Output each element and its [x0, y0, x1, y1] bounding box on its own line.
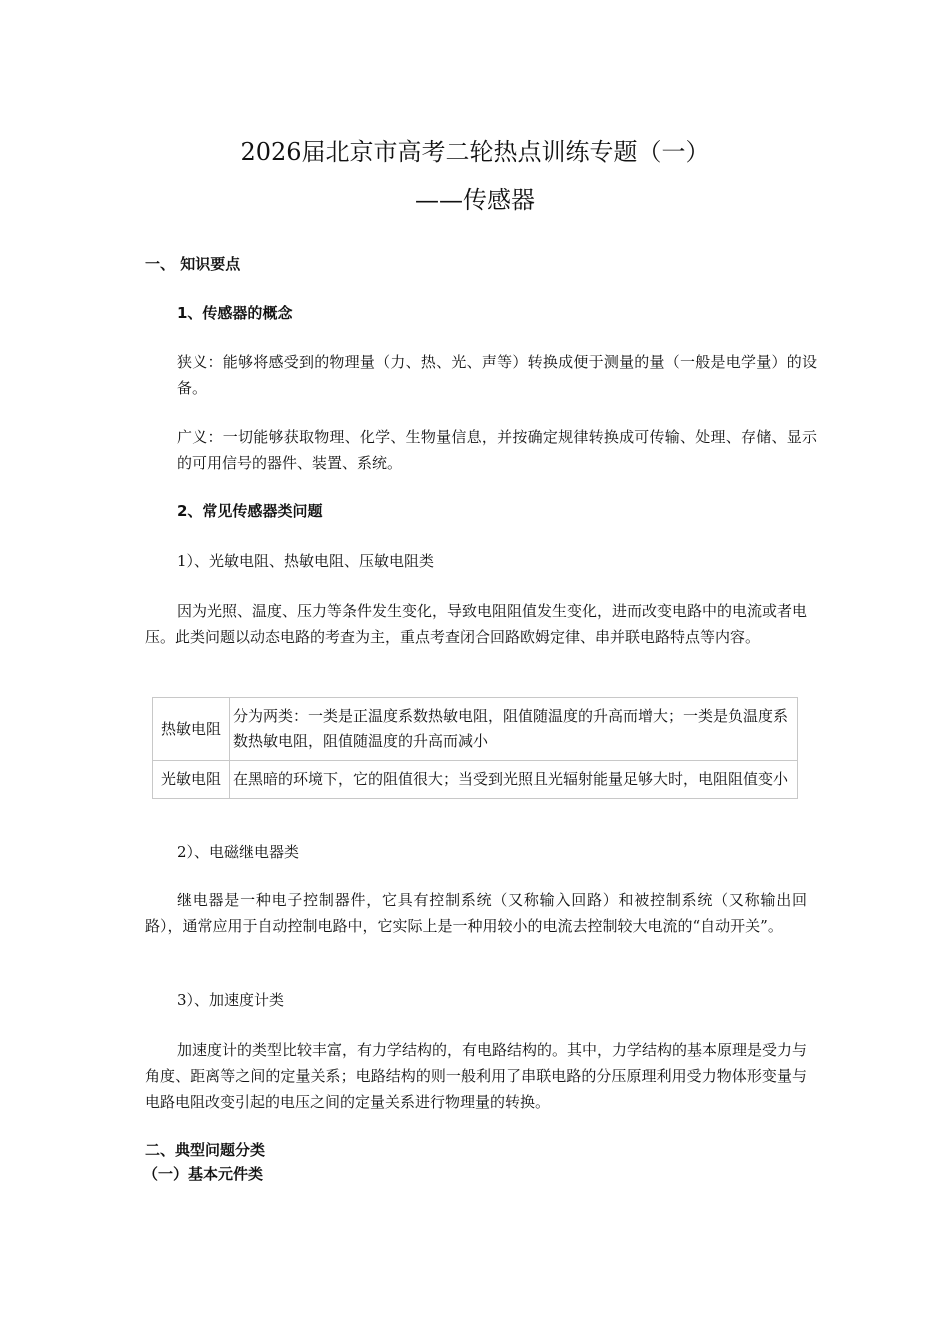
- table-cell-name: 热敏电阻: [153, 698, 230, 761]
- table-cell-desc: 分为两类：一类是正温度系数热敏电阻，阻值随温度的升高而增大；一类是负温度系数热敏电阻，阻值随温度的升高而减小: [230, 698, 798, 761]
- subsection-heading-concept: 1、传感器的概念: [177, 304, 293, 322]
- table-cell-name: 光敏电阻: [153, 761, 230, 799]
- table-row: [153, 761, 798, 799]
- resistor-table: [152, 697, 798, 799]
- subsection-heading-basic-components: （一）基本元件类: [143, 1165, 264, 1183]
- subsection-heading-common-types: 2、常见传感器类问题: [177, 502, 323, 520]
- item-label-accelerometer: 3）、加速度计类: [177, 991, 285, 1009]
- paragraph-accelerometer: 加速度计的类型比较丰富，有力学结构的，有电路结构的。其中，力学结构的基本原理是受力与角度、距离等之间的定量关系；电路结构的则一般利用了串联电路的分压原理利用受力物体形变量与电路电阻改变引起的电压之间的定量关系进行物理量的转换。: [145, 1041, 808, 1111]
- table-row: [153, 698, 798, 761]
- item-label-resistors: 1）、光敏电阻、热敏电阻、压敏电阻类: [177, 552, 435, 570]
- paragraph-narrow-definition: 狭义：能够将感受到的物理量（力、热、光、声等）转换成便于测量的量（一般是电学量）的设备。: [177, 353, 817, 397]
- document-title: 2026届北京市高考二轮热点训练专题（一）: [240, 138, 710, 166]
- section-heading-typical-problems: 二、典型问题分类: [145, 1141, 266, 1159]
- item-label-relay: 2）、电磁继电器类: [177, 843, 300, 861]
- section-heading-knowledge: 一、 知识要点: [145, 255, 241, 273]
- paragraph-resistors: 因为光照、温度、压力等条件发生变化，导致电阻阻值发生变化，进而改变电路中的电流或者电压。此类问题以动态电路的考查为主，重点考查闭合回路欧姆定律、串并联电路特点等内容。: [145, 602, 808, 646]
- paragraph-relay: 继电器是一种电子控制器件，它具有控制系统（又称输入回路）和被控制系统（又称输出回路），通常应用于自动控制电路中，它实际上是一种用较小的电流去控制较大电流的“自动开关”。: [145, 891, 807, 935]
- document-subtitle: ——传感器: [415, 186, 535, 214]
- paragraph-broad-definition: 广义：一切能够获取物理、化学、生物量信息，并按确定规律转换成可传输、处理、存储、显示的可用信号的器件、装置、系统。: [177, 428, 817, 472]
- table-cell-desc: 在黑暗的环境下，它的阻值很大；当受到光照且光辐射能量足够大时，电阻阻值变小: [230, 761, 798, 799]
